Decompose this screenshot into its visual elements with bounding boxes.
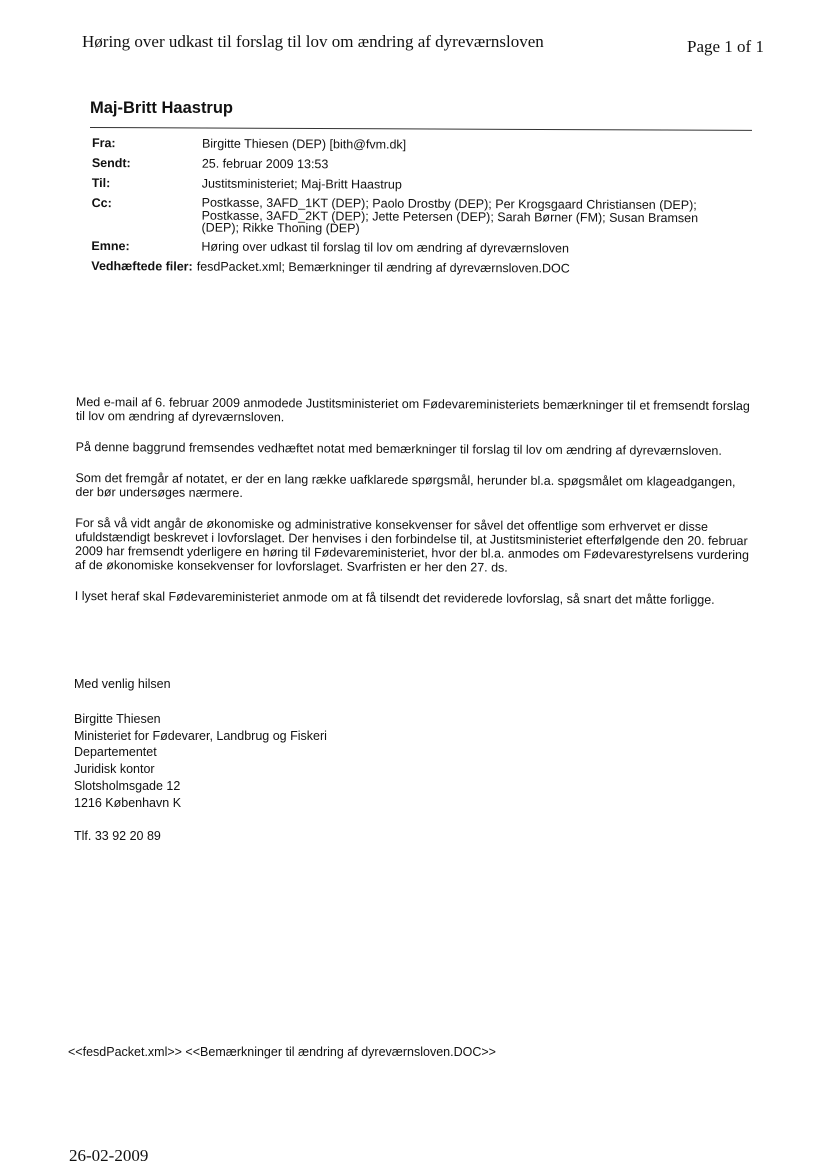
cc-label: Cc:	[91, 195, 112, 211]
cc-row	[91, 196, 731, 237]
from-value: Birgitte Thiesen (DEP) [bith@fvm.dk]	[201, 136, 407, 152]
to-value: Justitsministeriet; Maj-Britt Haastrup	[201, 176, 402, 192]
attachment-references: <<fesdPacket.xml>> <<Bemærkninger til ændring af dyreværnsloven.DOC>>	[68, 1045, 496, 1059]
body-paragraph: I lyset heraf skal Fødevareministeriet anmode om at få tilsendt det reviderede lovforslag, så snart det måtte forligge.	[74, 588, 715, 607]
to-label: Til:	[91, 175, 111, 191]
phone-number: Tlf. 33 92 20 89	[74, 828, 161, 843]
signature-street: Slotsholmsgade 12	[74, 778, 181, 793]
signature-city: 1216 København K	[74, 795, 182, 810]
from-label: Fra:	[91, 136, 116, 151]
subject-row	[91, 238, 731, 256]
page-number: Page 1 of 1	[687, 37, 764, 56]
print-date: 26-02-2009	[69, 1146, 149, 1165]
body-paragraph: På denne baggrund fremsendes vedhæftet notat med bemærkninger til forslag til lov om ændring af dyreværnsloven.	[75, 439, 722, 458]
body-paragraph: Som det fremgår af notatet, er der en lang række uafklarede spørgsmål, herunder bl.a. spøgsmålet om klageadgangen, der bør undersøges nærmere.	[75, 470, 736, 501]
subject-label: Emne:	[91, 238, 130, 253]
signature-name: Birgitte Thiesen	[74, 711, 161, 726]
sent-label: Sendt:	[91, 155, 131, 171]
print-header-title: Høring over udkast til forslag til lov om ændring af dyreværnsloven	[82, 32, 544, 51]
sent-value: 25. februar 2009 13:53	[201, 156, 329, 172]
sender-name: Maj-Britt Haastrup	[90, 99, 234, 117]
cc-value: Postkasse, 3AFD_1KT (DEP); Paolo Drostby (DEP); Per Krogsgaard Christiansen (DEP); Postkasse, 3AFD_2KT (DEP); Jette Petersen (DEP); Sarah Børner (FM); Susan Bramsen (DEP); Rikke Thoning (DEP)	[201, 195, 699, 236]
signature-office: Juridisk kontor	[74, 762, 155, 777]
closing-block	[74, 676, 327, 844]
signature-department: Departementet	[74, 745, 157, 760]
subject-value: Høring over udkast til forslag til lov om ændring af dyreværnsloven	[201, 239, 569, 255]
to-row	[92, 176, 732, 194]
header-divider	[90, 127, 752, 131]
body-paragraph: For så vå vidt angår de økonomiske og administrative konsekvenser for såvel det offentlige som erhvervet er disse ufuldstændigt beskrevet i lovforslaget. Der henvises i den forbindelse til, at Justitsministeriet efterfølgende den 20. februar 2009 har fremsendt yderligere en høring til Fødevareministeriet, hvor der bl.a. anmodes om Fødevarestyrelsens vurdering af de økonomiske konsekvenser for lovforslaget. Svarfristen er her den 27. ds.	[74, 515, 749, 575]
greeting: Med venlig hilsen	[74, 677, 171, 691]
email-body	[75, 395, 751, 624]
email-header	[91, 136, 732, 282]
signature-ministry: Ministeriet for Fødevarer, Landbrug og Fiskeri	[74, 728, 327, 743]
from-row	[92, 136, 732, 154]
attachments-row	[91, 258, 731, 276]
body-paragraph: Med e-mail af 6. februar 2009 anmodede Justitsministeriet om Fødevareministeriets bemærkninger til et fremsendt forslag til lov om ændring af dyreværnsloven.	[75, 395, 750, 425]
attachments-value: fesdPacket.xml; Bemærkninger til ændring af dyreværnsloven.DOC	[196, 259, 570, 276]
sent-row	[92, 156, 732, 174]
attachments-label: Vedhæftede filer:	[91, 258, 193, 274]
